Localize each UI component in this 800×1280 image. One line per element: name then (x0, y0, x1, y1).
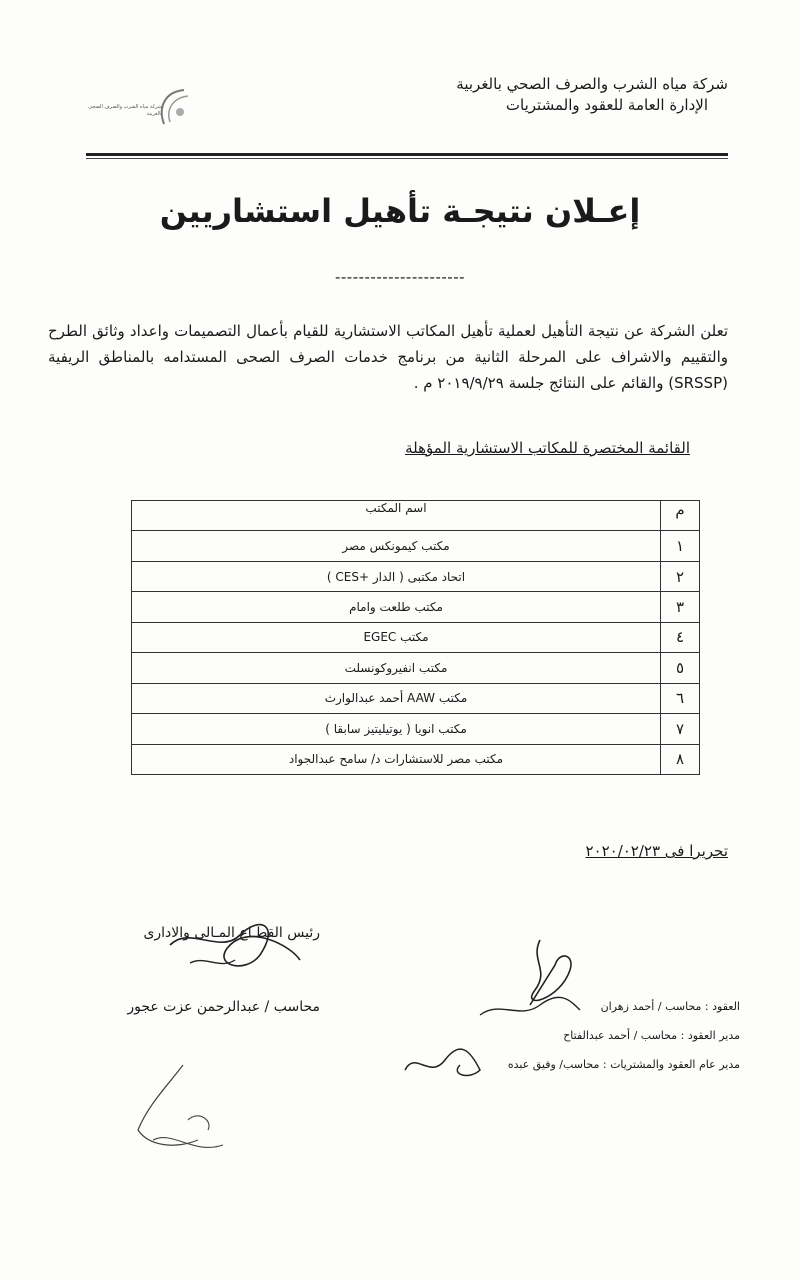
office-name: مكتب طلعت وامام (132, 592, 661, 622)
signatory-title: رئيس القطـاع المـالى والادارى (143, 925, 320, 941)
table-row (132, 653, 700, 683)
shortlist-heading: القائمة المختصرة للمكاتب الاستشارية المؤهلة (405, 439, 690, 457)
table-row (132, 561, 700, 591)
table-row (132, 592, 700, 622)
handwritten-signature-general-manager (400, 1045, 490, 1085)
row-number: ٤ (661, 622, 700, 652)
department-name: الإدارة العامة للعقود والمشتريات (505, 96, 708, 114)
row-number: ٥ (661, 653, 700, 683)
logo-emblem-icon (154, 86, 194, 132)
table-row (132, 531, 700, 561)
row-number: ٦ (661, 683, 700, 713)
table-row (132, 744, 700, 775)
table-header-row (132, 501, 700, 531)
office-name: مكتب انويا ( يوتيليتيز سابقا ) (132, 714, 661, 744)
row-number: ١ (661, 531, 700, 561)
company-logo (84, 86, 194, 132)
signatory-name: محاسب / عبدالرحمن عزت عجور (127, 999, 320, 1015)
table-row (132, 622, 700, 652)
qualified-offices-table (131, 500, 700, 775)
row-number: ٨ (661, 744, 700, 775)
column-header-number: م (661, 501, 700, 531)
header-rule-thin (86, 158, 728, 159)
company-name: شركة مياه الشرب والصرف الصحي بالغربية (456, 75, 728, 93)
table-row (132, 683, 700, 713)
row-number: ٧ (661, 714, 700, 744)
handwritten-signature-finance (150, 915, 310, 985)
office-name: اتحاد مكتبى ( الدار +CES ) (132, 561, 661, 591)
issue-date: تحريرا فى ٢٠٢٠/٠٢/٢٣ (585, 842, 728, 860)
office-name: مكتب مصر للاستشارات د/ سامح عبدالجواد (132, 744, 661, 775)
office-name: مكتب انفيروكونسلت (132, 653, 661, 683)
announcement-paragraph: تعلن الشركة عن نتيجة التأهيل لعملية تأهيل المكاتب الاستشارية للقيام بأعمال التصميمات واعداد وثائق الطرح والتقييم والاشراف على المرحلة الثانية من برنامج خدمات الصرف الصحى المستدامه بالمناطق الريفية (SRSSP) والقائم على النتائج جلسة ٢٠١٩/٩/٢٩ م . (48, 322, 728, 392)
letterhead (456, 74, 728, 116)
table-row (132, 714, 700, 744)
office-name: مكتب كيمونكس مصر (132, 531, 661, 561)
title-divider: ---------------------- (334, 268, 466, 286)
signatory-general-manager: مدير عام العقود والمشتريات : محاسب/ وفيق عبده (507, 1058, 740, 1071)
row-number: ٣ (661, 592, 700, 622)
row-number: ٢ (661, 561, 700, 591)
signatory-contracts: العقود : محاسب / أحمد زهران (600, 1000, 740, 1013)
page-title: إعـلان نتيجـة تأهيل استشاريين (159, 192, 641, 230)
header-rule (86, 153, 728, 156)
office-name: مكتب EGEC (132, 622, 661, 652)
logo-text: شركة مياه الشرب والصرف الصحي بالغربية (88, 104, 162, 117)
column-header-office: اسم المكتب (132, 501, 661, 531)
handwritten-signature-contracts (470, 930, 590, 1020)
handwritten-annotation (128, 1060, 238, 1160)
signatory-contracts-manager: مدير العقود : محاسب / أحمد عبدالفتاح (563, 1029, 740, 1042)
office-name: مكتب AAW أحمد عبدالوارث (132, 683, 661, 713)
